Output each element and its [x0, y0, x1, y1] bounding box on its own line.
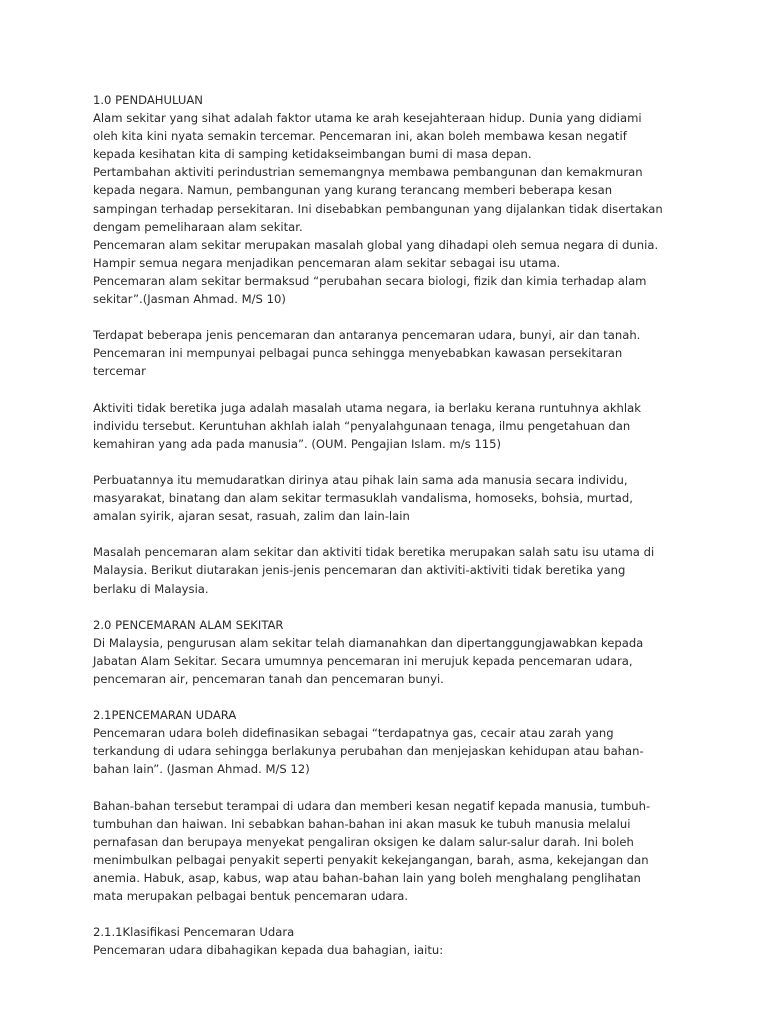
- text-line: tercemar: [93, 364, 146, 379]
- text-line: bahan lain”. (Jasman Ahmad. M/S 12): [93, 762, 310, 777]
- text-line: 2.1PENCEMARAN UDARA: [93, 708, 237, 723]
- text-line: sekitar”.(Jasman Ahmad. M/S 10): [93, 292, 286, 307]
- text-line: individu tersebut. Keruntuhan akhlah ialah “penyalahgunaan tenaga, ilmu pengetahuan dan: [93, 418, 631, 433]
- paragraph: [93, 91, 683, 308]
- text-line: menimbulkan pelbagai penyakit seperti penyakit kekejangangan, barah, asma, kekejangan dan: [93, 852, 649, 867]
- text-line: Alam sekitar yang sihat adalah faktor utama ke arah kesejahteraan hidup. Dunia yang didiami: [93, 111, 642, 126]
- text-line: Aktiviti tidak beretika juga adalah masalah utama negara, ia berlaku kerana runtuhnya akhlak: [93, 400, 641, 415]
- text-line: Hampir semua negara menjadikan pencemaran alam sekitar sebagai isu utama.: [93, 255, 561, 270]
- text-line: dengam pemeliharaan alam sekitar.: [93, 219, 303, 234]
- text-line: amalan syirik, ajaran sesat, rasuah, zalim dan lain-lain: [93, 509, 410, 524]
- text-line: anemia. Habuk, asap, kabus, wap atau bahan-bahan lain yang boleh menghalang penglihatan: [93, 871, 641, 886]
- document-page: [93, 91, 683, 978]
- text-line: kepada kesihatan kita di samping ketidakseimbangan bumi di masa depan.: [93, 147, 532, 162]
- text-line: Pencemaran ini mempunyai pelbagai punca sehingga menyebabkan kawasan persekitaran: [93, 346, 623, 361]
- text-line: Pencemaran alam sekitar bermaksud “perubahan secara biologi, fizik dan kimia terhadap alam: [93, 273, 647, 288]
- text-line: Pencemaran udara boleh didefinasikan sebagai “terdapatnya gas, cecair atau zarah yang: [93, 726, 614, 741]
- text-line: berlaku di Malaysia.: [93, 581, 209, 596]
- text-line: Malaysia. Berikut diutarakan jenis-jenis pencemaran dan aktiviti-aktiviti tidak beretika yang: [93, 563, 626, 578]
- text-line: Terdapat beberapa jenis pencemaran dan antaranya pencemaran udara, bunyi, air dan tanah.: [93, 328, 641, 343]
- text-line: Pencemaran alam sekitar merupakan masalah global yang dihadapi oleh semua negara di dunia.: [93, 237, 659, 252]
- text-line: terkandung di udara sehingga berlakunya perubahan dan menjejaskan kehidupan atau bahan-: [93, 744, 644, 759]
- paragraph: [93, 923, 683, 959]
- paragraph: [93, 543, 683, 597]
- text-line: kepada negara. Namun, pembangunan yang kurang terancang memberi beberapa kesan: [93, 183, 613, 198]
- text-line: masyarakat, binatang dan alam sekitar termasuklah vandalisma, homoseks, bohsia, murtad,: [93, 491, 633, 506]
- text-line: sampingan terhadap persekitaran. Ini disebabkan pembangunan yang dijalankan tidak disertakan: [93, 201, 663, 216]
- paragraph: [93, 616, 683, 688]
- text-line: Di Malaysia, pengurusan alam sekitar telah diamanahkan dan dipertanggungjawabkan kepada: [93, 635, 644, 650]
- text-line: 2.1.1Klasifikasi Pencemaran Udara: [93, 925, 295, 940]
- document-body: [93, 91, 683, 960]
- text-line: Pencemaran udara dibahagikan kepada dua bahagian, iaitu:: [93, 943, 444, 958]
- paragraph: [93, 399, 683, 453]
- text-line: pencemaran air, pencemaran tanah dan pencemaran bunyi.: [93, 672, 444, 686]
- text-line: kemahiran yang ada pada manusia”. (OUM. Pengajian Islam. m/s 115): [93, 436, 502, 451]
- text-line: tumbuhan dan haiwan. Ini sebabkan bahan-bahan ini akan masuk ke tubuh manusia melalui: [93, 816, 631, 831]
- text-line: Pertambahan aktiviti perindustrian sememangnya membawa pembangunan dan kemakmuran: [93, 165, 643, 180]
- text-line: Jabatan Alam Sekitar. Secara umumnya pencemaran ini merujuk kepada pencemaran udara,: [93, 653, 633, 668]
- text-line: 1.0 PENDAHULUAN: [93, 93, 203, 107]
- paragraph: [93, 706, 683, 778]
- paragraph: [93, 326, 683, 380]
- paragraph: [93, 797, 683, 906]
- paragraph: [93, 471, 683, 525]
- text-line: Perbuatannya itu memudaratkan dirinya atau pihak lain sama ada manusia secara individu,: [93, 472, 628, 487]
- text-line: mata merupakan pelbagai bentuk pencemaran udara.: [93, 889, 409, 904]
- text-line: Masalah pencemaran alam sekitar dan aktiviti tidak beretika merupakan salah satu isu utama di: [93, 545, 655, 560]
- text-line: pernafasan dan berupaya menyekat pengaliran oksigen ke dalam salur-salur darah. Ini boleh: [93, 834, 634, 849]
- text-line: 2.0 PENCEMARAN ALAM SEKITAR: [93, 617, 284, 632]
- text-line: Bahan-bahan tersebut terampai di udara dan memberi kesan negatif kepada manusia, tumbuh-: [93, 798, 651, 813]
- text-line: oleh kita kini nyata semakin tercemar. Pencemaran ini, akan boleh membawa kesan negatif: [93, 129, 627, 144]
